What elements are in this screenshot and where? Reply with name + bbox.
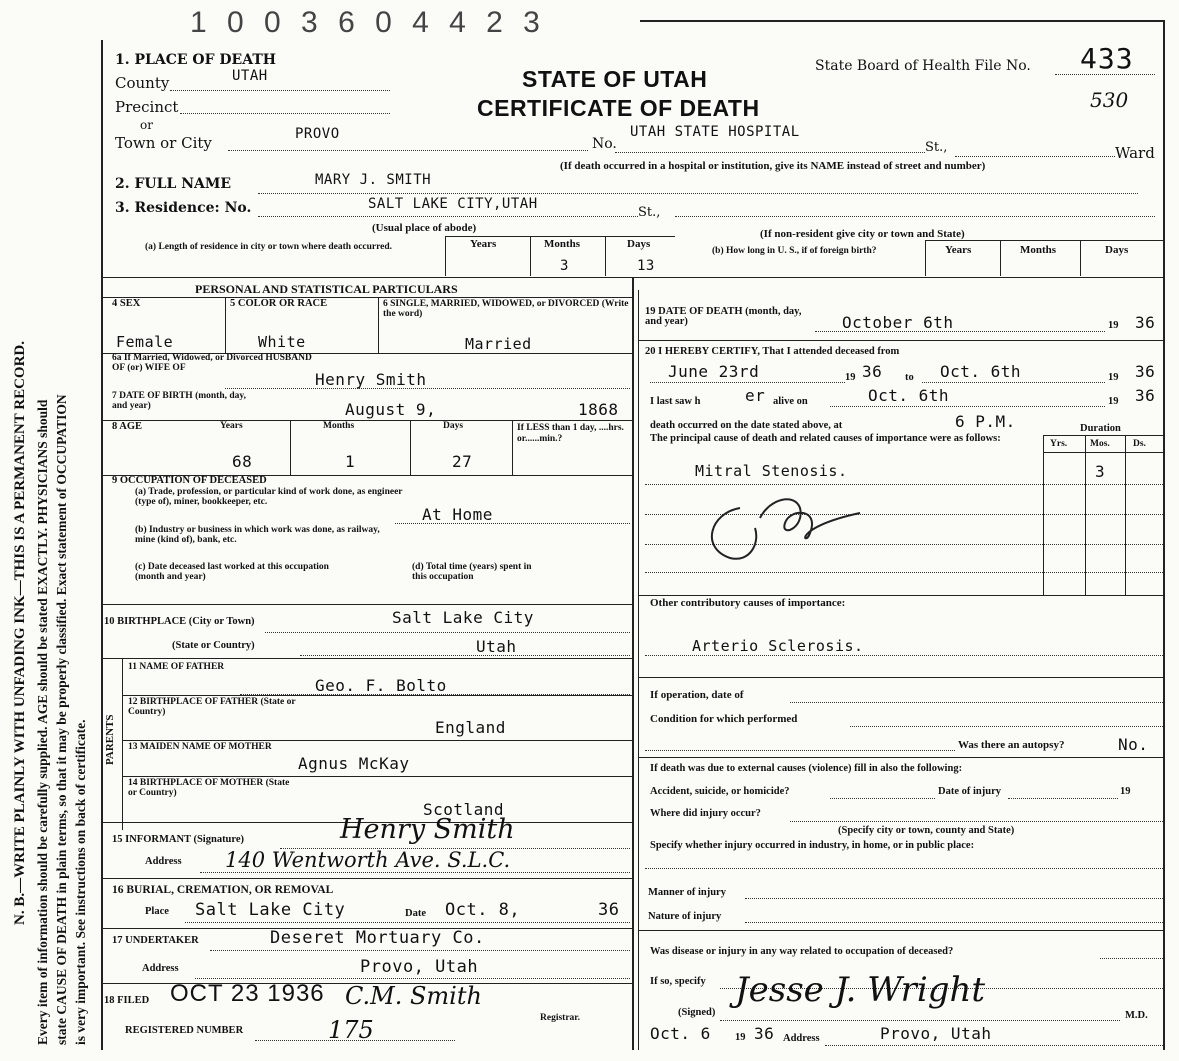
nature-line [745, 922, 1163, 923]
date-of-death-label: 19 DATE OF DEATH (month, day, and year) [645, 306, 802, 327]
certify-label: 20 I HEREBY CERTIFY, That I attended deceased from [645, 346, 900, 357]
residence-value: SALT LAKE CITY,UTAH [368, 196, 538, 212]
age-years-value: 68 [232, 452, 253, 471]
cause-bottom [638, 595, 1164, 596]
birthplace-label: 10 BIRTHPLACE (City or Town) [104, 616, 255, 627]
condition-label: Condition for which performed [650, 713, 798, 725]
where-line [790, 821, 1163, 822]
birthplace-line [265, 632, 630, 633]
institution-value: UTAH STATE HOSPITAL [630, 124, 800, 140]
us-table-div2 [1000, 240, 1001, 276]
file-number-label: State Board of Health File No. [815, 58, 1031, 74]
accident-label: Accident, suicide, or homicide? [650, 786, 790, 797]
town-label: Town or City [115, 134, 212, 152]
county-line [170, 90, 390, 91]
occupation-bottom [101, 604, 633, 605]
signed-label: (Signed) [678, 1007, 716, 1018]
duration-header-bottom [1043, 452, 1164, 453]
ward-label: Ward [1115, 144, 1155, 162]
age-days-label: Days [443, 421, 464, 431]
last-saw-her: er [745, 386, 766, 405]
to-label: to [905, 372, 914, 383]
informant-address-line [200, 872, 630, 873]
res-months-value: 3 [560, 258, 569, 274]
undertaker-line [210, 950, 630, 951]
year-prefix-19e: 19 [735, 1032, 746, 1043]
serial-number: 1 0 0 3 6 0 4 4 2 3 [190, 6, 546, 39]
spouse-label: 6a If Married, Widowed, or Divorced HUSBAND OF (or) WIFE OF [112, 353, 312, 373]
attended-from-year: 36 [862, 362, 883, 381]
town-value: PROVO [295, 126, 340, 142]
filed-label: 18 FILED [104, 995, 150, 1006]
us-table-div1 [925, 240, 926, 276]
to-line [922, 382, 1105, 383]
res-table-top [445, 236, 675, 237]
duration-yrs-label: Yrs. [1050, 439, 1068, 449]
informant-signature: Henry Smith [340, 814, 515, 845]
us-years-label: Years [945, 244, 972, 256]
contrib-label: Other contributory causes of importance: [650, 597, 846, 609]
burial-place: Salt Lake City [195, 900, 346, 920]
parents-div [122, 658, 123, 830]
length-residence-label: (a) Length of residence in city or town where death occurred. [145, 242, 393, 252]
residence-line-2 [675, 216, 1155, 217]
county-value: UTAH [232, 68, 268, 84]
file-number: 433 [1080, 42, 1134, 75]
informant-address-label: Address [145, 856, 182, 867]
age-months-label: Months [323, 421, 355, 431]
disease-occupation-label: Was disease or injury in any way related to occupation of deceased? [650, 946, 954, 957]
marital-label: 6 SINGLE, MARRIED, WIDOWED, or DIVORCED (Write the word) [383, 299, 629, 319]
dob-year: 1868 [578, 400, 619, 419]
injury-year-label: 19 [1120, 786, 1131, 797]
sex-div [225, 297, 226, 353]
injury-date-line [1008, 798, 1118, 799]
foreign-birth-label: (b) How long in U. S., if of foreign birth? [712, 246, 877, 256]
us-months-label: Months [1020, 244, 1057, 256]
date-of-death-value: October 6th [842, 313, 954, 332]
age-less-label: If LESS than 1 day, ....hrs. or......min.? [517, 423, 624, 444]
last-saw-label: I last saw h [650, 396, 701, 407]
parents-label: PARENTS [104, 714, 116, 765]
cause-of-death: Mitral Stenosis. [695, 462, 848, 480]
death-occurred-label: death occurred on the date stated above, at [650, 420, 843, 431]
informant-bottom [101, 878, 633, 879]
form-top-border [640, 20, 1164, 22]
form-left-border [101, 40, 103, 1050]
age-div3 [512, 420, 513, 475]
physician-signature: Jesse J. Wright [735, 970, 986, 1010]
nonresident-label: (If non-resident give city or town and State) [760, 228, 965, 240]
alive-on-year: 36 [1135, 386, 1156, 405]
informant-address: 140 Wentworth Ave. S.L.C. [225, 848, 511, 872]
dob-label: 7 DATE OF BIRTH (month, day, and year) [112, 391, 247, 411]
mother-birthplace-label: 14 BIRTHPLACE OF MOTHER (State or Country) [128, 778, 290, 798]
alive-on-value: Oct. 6th [868, 386, 950, 405]
usual-abode-label: (Usual place of abode) [372, 222, 477, 234]
filed-stamp: OCT 23 1936 [170, 980, 325, 1007]
attended-to: Oct. 6th [940, 362, 1022, 381]
duration-ds-label: Ds. [1133, 439, 1146, 449]
father-birthplace-label: 12 BIRTHPLACE OF FATHER (State or Country) [128, 697, 296, 717]
alive-line [830, 406, 1105, 407]
informant-label: 15 INFORMANT (Signature) [112, 834, 245, 845]
registrar-label: Registrar. [540, 1013, 581, 1023]
autopsy-value: No. [1118, 735, 1149, 754]
undertaker-address: Provo, Utah [360, 957, 479, 977]
res-days-value: 13 [637, 258, 655, 274]
year-prefix-19c: 19 [1108, 372, 1119, 383]
institution-line [615, 152, 925, 153]
form-right-border [1163, 20, 1165, 1050]
res-table-div1 [445, 236, 446, 276]
condition-line-2 [645, 750, 955, 751]
attended-from: June 23rd [668, 362, 760, 381]
res-months-label: Months [544, 238, 581, 250]
death-time: 6 P.M. [955, 412, 1016, 431]
burial-place-label: Place [145, 906, 169, 917]
father-bp-bottom [122, 740, 633, 741]
disease-line [1100, 958, 1163, 959]
physician-address-line [825, 1045, 1163, 1046]
full-name-label: 2. FULL NAME [115, 176, 232, 192]
occupation-d-label: (d) Total time (years) spent in this occupation [412, 562, 532, 582]
street-label: St., [925, 140, 948, 155]
registered-number: 175 [328, 1016, 374, 1044]
duration-div1 [1043, 435, 1044, 595]
dob-value: August 9, [345, 400, 437, 419]
or-label: or [140, 118, 153, 132]
residence-line [258, 216, 638, 217]
mother-bottom [122, 776, 633, 777]
sign-date: Oct. 6 [650, 1024, 711, 1043]
father-label: 11 NAME OF FATHER [128, 662, 225, 672]
autopsy-label: Was there an autopsy? [958, 739, 1065, 751]
duration-div3 [1125, 435, 1126, 595]
dob-bottom [101, 420, 633, 421]
registered-number-label: REGISTERED NUMBER [125, 1025, 244, 1036]
street-line [955, 156, 1115, 157]
birthplace-state-line [300, 655, 630, 656]
margin-note-4: is very important. See instructions on back of certificate. [73, 719, 88, 1045]
specify-line [645, 868, 1163, 869]
cause-label: The principal cause of death and related causes of importance were as follows: [650, 433, 1001, 444]
mother-birthplace: Scotland [423, 800, 505, 819]
color-label: 5 COLOR OR RACE [230, 298, 328, 309]
contrib-bottom [638, 677, 1164, 678]
residence-st-label: St., [638, 205, 661, 220]
occupation-c-label: (c) Date deceased last worked at this occupation (month and year) [135, 562, 329, 582]
specify-whether-label: Specify whether injury occurred in industry, in home, or in public place: [650, 840, 975, 851]
manner-label: Manner of injury [648, 887, 726, 898]
accident-line [830, 798, 935, 799]
contrib-line [645, 655, 1163, 656]
registrar-signature: C.M. Smith [345, 982, 482, 1010]
signed-line [720, 1020, 1120, 1021]
undertaker-value: Deseret Mortuary Co. [270, 928, 485, 948]
sex-label: 4 SEX [112, 298, 141, 309]
res-years-label: Years [470, 238, 497, 250]
left-column-right [632, 277, 634, 1050]
sex-value: Female [116, 333, 174, 351]
operation-line [790, 702, 1163, 703]
from-line [650, 382, 845, 383]
year-prefix-19a: 19 [1108, 320, 1119, 331]
burial-date-label: Date [405, 908, 426, 919]
res-table-div2 [530, 236, 531, 276]
marital-value: Married [465, 335, 532, 353]
spouse-line [225, 388, 630, 389]
us-table-top [925, 240, 1165, 241]
father-birthplace: England [435, 718, 506, 737]
physician-address: Provo, Utah [880, 1024, 992, 1043]
duration-label: Duration [1080, 423, 1121, 434]
precinct-label: Precinct [115, 98, 179, 116]
birthplace-state: Utah [476, 637, 517, 656]
county-label: County [115, 74, 170, 92]
specify-location-label: (Specify city or town, county and State) [838, 825, 1015, 836]
injury-date-label: Date of injury [938, 786, 1001, 797]
particulars-under [101, 297, 633, 298]
burial-date: Oct. 8, [445, 900, 521, 920]
hospital-note: (If death occurred in a hospital or institution, give its NAME instead of street and number) [560, 160, 986, 172]
undertaker-label: 17 UNDERTAKER [112, 935, 199, 946]
spouse-value: Henry Smith [315, 370, 427, 389]
dod-bottom [638, 340, 1164, 341]
undertaker-address-line [195, 978, 630, 979]
age-days-value: 27 [452, 452, 473, 471]
physician-address-label: Address [783, 1033, 820, 1044]
color-div [378, 297, 379, 353]
year-prefix-19d: 19 [1108, 396, 1119, 407]
autopsy-bottom [638, 757, 1164, 758]
place-of-death-label: 1. PLACE OF DEATH [115, 52, 276, 68]
occupation-b-label: (b) Industry or business in which work was done, as railway, mine (kind of), bank, etc. [135, 525, 380, 545]
margin-note-3: state CAUSE OF DEATH in plain terms, so that it may be properly classified. Exact statement of OCCUPATION [54, 394, 69, 1045]
father-value: Geo. F. Bolto [315, 676, 447, 695]
occupation-value: At Home [422, 505, 493, 524]
birthplace-city: Salt Lake City [392, 608, 534, 627]
sign-year: 36 [754, 1024, 775, 1043]
injury-bottom [638, 930, 1164, 931]
operation-label: If operation, date of [650, 689, 744, 701]
condition-line [850, 726, 1163, 727]
margin-note-1: N. B.—WRITE PLAINLY WITH UNFADING INK—THIS IS A PERMANENT RECORD. [12, 341, 28, 925]
margin-note-2: Every item of information should be carefully supplied. AGE should be stated EXACTLY. PHYSICIANS should [35, 399, 50, 1045]
nature-label: Nature of injury [648, 911, 722, 922]
physician-scribble [700, 478, 870, 578]
age-div2 [410, 420, 411, 475]
undertaker-address-label: Address [142, 963, 179, 974]
manner-line [745, 898, 1163, 899]
residence-label: 3. Residence: No. [115, 200, 252, 216]
md-label: M.D. [1125, 1010, 1148, 1021]
age-months-value: 1 [345, 452, 356, 471]
town-line [228, 150, 588, 151]
burial-year: 36 [598, 900, 620, 920]
mother-value: Agnus McKay [298, 754, 410, 773]
cause-duration-months: 3 [1095, 462, 1106, 481]
mother-label: 13 MAIDEN NAME OF MOTHER [128, 742, 272, 752]
burial-label: 16 BURIAL, CREMATION, OR REMOVAL [112, 884, 334, 896]
age-label: 8 AGE [112, 421, 143, 432]
where-label: Where did injury occur? [650, 808, 761, 819]
contrib-cause: Arterio Sclerosis. [692, 637, 864, 655]
file-number-2: 530 [1090, 88, 1129, 112]
age-div1 [290, 420, 291, 475]
external-label: If death was due to external causes (violence) fill in also the following: [650, 763, 963, 774]
state-title: STATE OF UTAH [522, 66, 708, 92]
full-name-value: MARY J. SMITH [315, 172, 432, 188]
full-name-line [258, 193, 1138, 194]
birthplace-state-label: (State or Country) [172, 640, 255, 651]
res-days-label: Days [627, 238, 651, 250]
color-value: White [258, 333, 306, 351]
particulars-title: PERSONAL AND STATISTICAL PARTICULARS [195, 282, 458, 296]
occupation-label: 9 OCCUPATION OF DECEASED [112, 475, 267, 486]
duration-div2 [1085, 435, 1086, 595]
right-column-left [638, 290, 639, 1050]
alive-on-label: alive on [773, 396, 808, 407]
father-bottom [122, 695, 633, 696]
certificate-title: CERTIFICATE OF DEATH [477, 95, 760, 121]
if-so-label: If so, specify [650, 976, 706, 987]
us-days-label: Days [1105, 244, 1129, 256]
precinct-line [180, 113, 390, 114]
us-table-div3 [1080, 240, 1081, 276]
date-of-death-year: 36 [1135, 313, 1156, 332]
age-years-label: Years [220, 421, 243, 431]
year-prefix-19b: 19 [845, 372, 856, 383]
duration-mos-label: Mos. [1090, 439, 1110, 449]
attended-to-year: 36 [1135, 362, 1156, 381]
institution-no-label: No. [592, 136, 617, 152]
duration-top [1043, 435, 1164, 436]
res-table-div3 [605, 236, 606, 276]
birthplace-bottom [101, 658, 633, 659]
occupation-a-label: (a) Trade, profession, or particular kind of work done, as engineer (type of), miner, bookkeeper, etc. [135, 487, 403, 507]
burial-place-line [185, 922, 630, 923]
